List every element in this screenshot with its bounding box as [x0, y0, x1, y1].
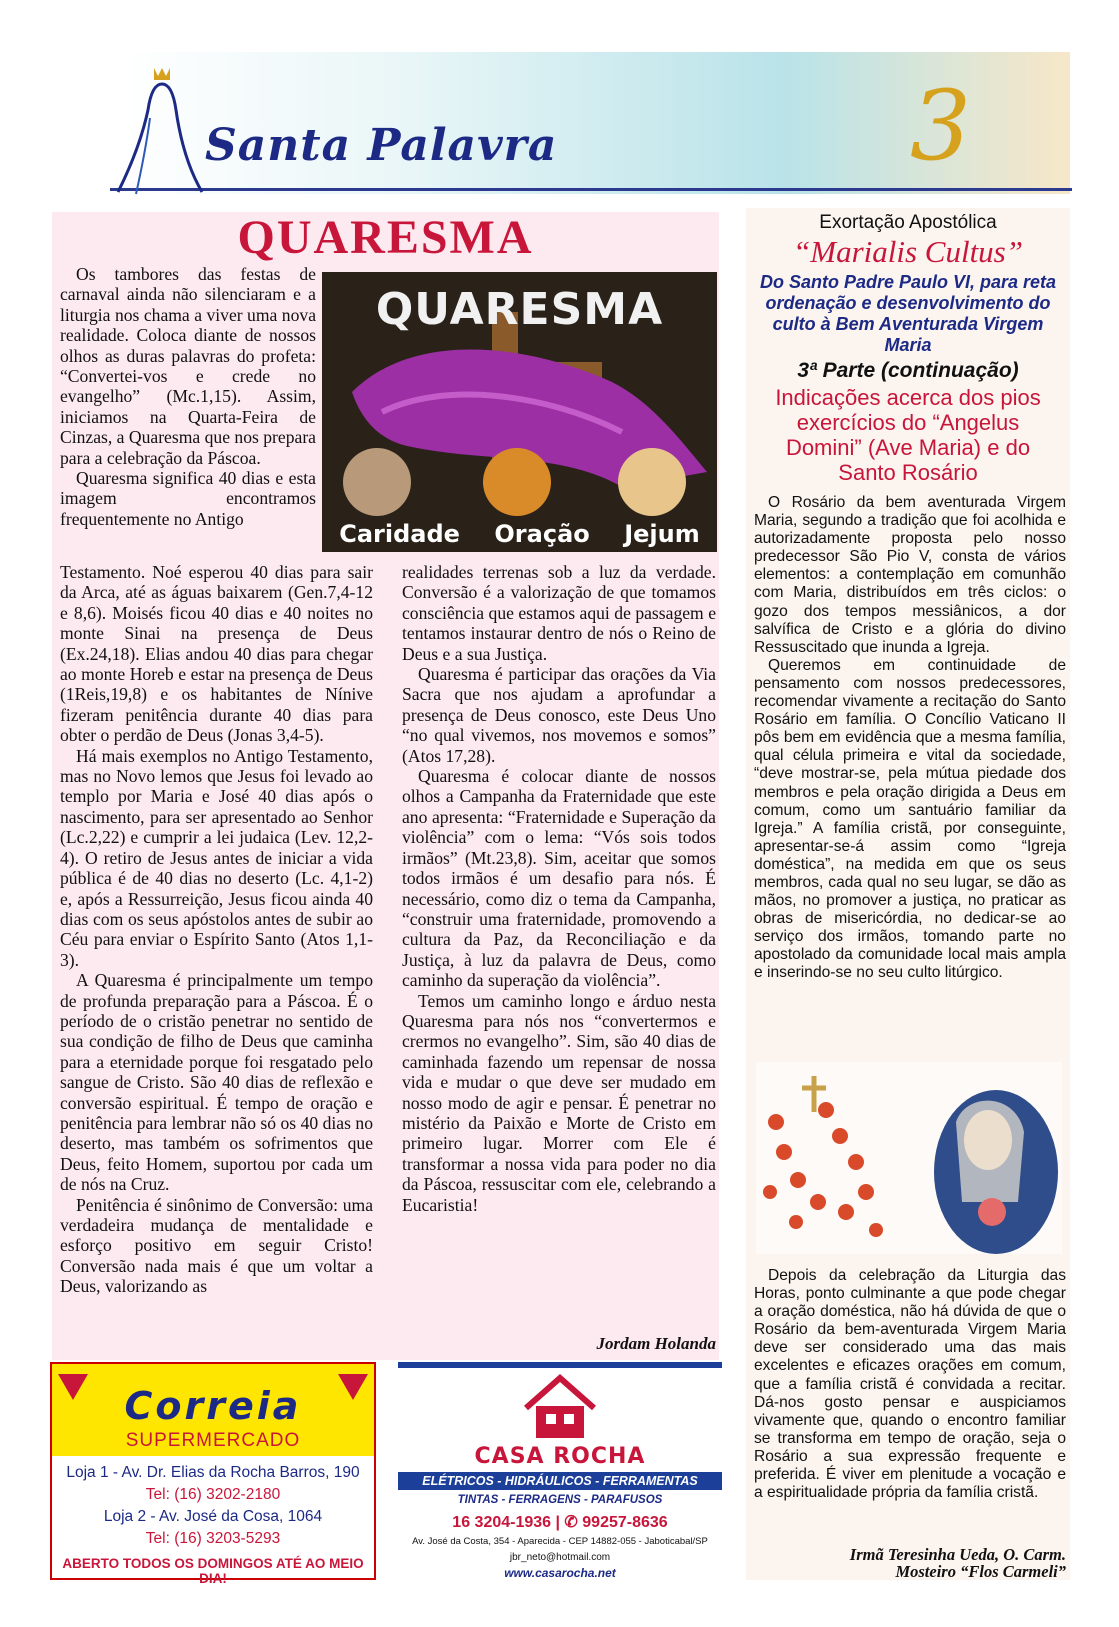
casa-rocha-email[interactable]: jbr_neto@hotmail.com	[509, 1552, 611, 1563]
sidebar-subtitle: Do Santo Padre Paulo VI, para reta ordenação e desenvolvimento do culto à Bem Aventurada Virgem Maria	[759, 272, 1057, 355]
image-captions	[322, 520, 717, 548]
casa-rocha-ad[interactable]	[398, 1362, 722, 1580]
paragraph: Há mais exemplos no Antigo Testamento, mas no Novo lemos que Jesus foi levado ao templo por Maria e José 40 dias após o nascimento, para ser apresentado ao Senhor (Lc.2,22) e cumprir a lei judaica (Lev. 12,2-4). O retiro de Jesus antes de iniciar a vida pública é de 40 dias no deserto (Lc. 4,1-2) e, após a Ressurreição, Jesus ficou ainda 40 dias com os seus apóstolos antes de subir ao Céu para enviar o Espírito Santo (Atos 1,1-3).	[60, 745, 373, 970]
paragraph: Quaresma é participar das orações da Via Sacra que nos ajudam a aprofundar a presença de Deus conosco, este Deus Uno “no qual vivemos, nos movemos e somos” (Atos 17,28).	[402, 664, 716, 766]
paragraph: O Rosário da bem aventurada Virgem Maria, segundo a tradição que foi acolhida e autorizadamente proposta pelo nosso predecessor São Pio V, consta de vários elementos: a contemplação em comunhão com Maria, distribuídos em três ciclos: o gozo dos tempos messiânicos, a dor salvífica de Cristo e a glória do divino Ressuscitado que inunda a Igreja.	[754, 494, 1066, 656]
signature-place: Mosteiro “Flos Carmeli”	[895, 1562, 1066, 1581]
sidebar-title: “Marialis Cultus”	[793, 234, 1023, 269]
signature-name: Irmã Teresinha Ueda, O. Carm.	[849, 1545, 1066, 1564]
article-title: QUARESMA	[237, 211, 534, 264]
house-icon	[522, 1374, 598, 1440]
image-title: QUARESMA	[375, 284, 664, 335]
sidebar-column-bottom	[754, 1267, 1066, 1502]
caption-caridade: Caridade	[339, 520, 460, 548]
correia-ad[interactable]	[50, 1362, 376, 1586]
casa-rocha-tagline2: TINTAS - FERRAGENS - PARAFUSOS	[457, 1494, 663, 1506]
sidebar-signature	[754, 1546, 1066, 1580]
correia-type: SUPERMERCADO	[125, 1430, 301, 1451]
newspaper-title: Santa Palavra	[205, 120, 558, 171]
paragraph: Temos um caminho longo e árduo nesta Quaresma para nós nos “convertermos e crermos no evangelho”. Sim, são 40 dias de caminhada fazendo um repensar de nossa vida e mudar o que deve ser mudado em nosso modo de agir e pensar. É penetrar no mistério da Paixão e Morte de Cristo em primeiro lugar. Morrer com Ele é transformar a nossa vida para poder no dia da Páscoa, ressuscitar com ele, celebrando a Eucaristia!	[402, 990, 716, 1215]
caption-oracao: Oração	[494, 520, 590, 548]
header-rule	[110, 188, 1072, 191]
casa-rocha-name: CASA ROCHA	[474, 1444, 646, 1469]
correia-tel2: Tel: (16) 3203-5293	[145, 1530, 281, 1547]
paragraph: A Quaresma é principalmente um tempo de profunda preparação para a Páscoa. É o período de o cristão penetrar no sentido de sua condição de filho de Deus que caminha para a eternidade porque foi resgatado pelo sangue de Cristo. São 40 dias de reflexão e conversão espiritual. É tempo de oração e penitência para lembrar não só os 40 dias no deserto, mas também os sofrimentos que Deus, feito Homem, suportou por cada um de nós na Cruz.	[60, 970, 373, 1195]
lent-image	[322, 272, 717, 552]
correia-tel1: Tel: (16) 3202-2180	[145, 1486, 281, 1503]
sidebar-kicker: Exortação Apostólica	[819, 212, 997, 233]
article-column-2	[402, 562, 716, 1215]
article-column-1-bottom	[60, 562, 373, 1297]
correia-store2: Loja 2 - Av. José da Cosa, 1064	[103, 1508, 323, 1525]
sidebar-part: 3ª Parte (continuação)	[797, 359, 1019, 382]
virgin-mary-logo-icon	[110, 58, 220, 198]
article-column-1-top	[60, 264, 316, 529]
paragraph: Os tambores das festas de carnaval ainda não silenciaram e a liturgia nos chama a viver uma nova realidade. Coloca diante de nossos olhos as duras palavras do profeta: “Convertei-vos e crede no evangelho” (Mc.1,15). Assim, iniciamos na Quarta-Feira de Cinzas, a Quaresma que nos prepara para a celebração da Páscoa.	[60, 264, 316, 468]
paragraph: Quaresma significa 40 dias e esta imagem encontramos frequentemente no Antigo	[60, 468, 316, 529]
casa-rocha-tagline: ELÉTRICOS - HIDRÁULICOS - FERRAMENTAS	[398, 1472, 722, 1490]
sidebar-heading: Indicações acerca dos pios exercícios do “Angelus Domini” (Ave Maria) e do Santo Rosário	[775, 385, 1041, 485]
casa-rocha-site[interactable]: www.casarocha.net	[504, 1566, 616, 1580]
paragraph: Testamento. Noé esperou 40 dias para sair da Arca, até as águas baixarem (Gen.7,4-12 e 8,6). Moisés ficou 40 dias e 40 noites no monte Sinai na presença de Deus (Ex.24,18). Elias andou 40 dias para chegar ao monte Horeb e estar na presença de Deus (1Reis,19,8) e os habitantes de Nínive fizeram penitência durante 40 dias para obter o perdão de Deus (Jonas 3,4-5).	[60, 562, 373, 746]
page-number: 3	[910, 70, 972, 182]
casa-rocha-address: Av. José da Costa, 354 - Aparecida - CEP 14882-055 - Jaboticabal/SP	[412, 1536, 708, 1547]
correia-footer: ABERTO TODOS OS DOMINGOS ATÉ AO MEIO DIA!	[62, 1556, 364, 1586]
paragraph: Penitência é sinônimo de Conversão: uma verdadeira mudança de mentalidade e esforço positivo em seguir Cristo! Conversão nada mais é que um voltar a Deus, valorizando as	[60, 1194, 373, 1297]
rosary-illustration	[756, 1062, 1062, 1254]
correia-store1: Loja 1 - Av. Dr. Elias da Rocha Barros, 190	[66, 1464, 360, 1481]
paragraph: Quaresma é colocar diante de nossos olhos a Campanha da Fraternidade que este ano apresenta: “Fraternidade e Superação da violência” com o lema: “Vós sois todos irmãos” (Mt.23,8). Sim, aceitar que somos todos irmãos é um desafio para nós. É necessário, como diz o tema da Campanha, “construir uma fraternidade, promovendo a cultura da Paz, da Reconciliação e da Justiça, à luz da palavra de Deus, como caminho da superação da violência”.	[402, 766, 716, 991]
paragraph: realidades terrenas sob a luz da verdade. Conversão é a valorização de que tomamos consciência que estamos aqui de passagem e tentamos instaurar dentro de nós o Reino de Deus e a sua Justiça.	[402, 562, 716, 664]
paragraph: Queremos em continuidade de pensamento com nossos predecessores, recomendar vivamente a recitação do Santo Rosário em família. O Concílio Vaticano II pôs bem em evidência que a mesma família, qual célula primeira e vital da sociedade, “deve mostrar-se, pela mútua piedade dos membros e pela oração dirigida a Deus em comum, como um santuário familiar da Igreja.” A família cristã, por conseguinte, apresentar-se-á assim como “Igreja doméstica”, na medida em que os seus membros, cada qual no seu lugar, se dão as mãos, no promover a justiça, no praticar as obras de misericórdia, no dedicar-se ao serviço dos irmãos, tomando parte no apostolado da comunidade local mais ampla e inserindo-se no seu culto litúrgico.	[754, 656, 1066, 982]
article-author: Jordam Holanda	[596, 1334, 716, 1353]
paragraph: Depois da celebração da Liturgia das Horas, ponto culminante a que pode chegar a oração doméstica, não há dúvida de que o Rosário da bem-aventurada Virgem Maria deve ser considerado uma das mais excelentes e eficazes orações em comum, que a família cristã é convidada a recitar. Dá-nos gosto pensar e auspiciamos vivamente que, quando o encontro familiar se transforma em tempo de oração, seja o Rosário a sua expressão frequente e preferida. É viver em plenitude a vocação e a espiritualidade própria da família cristã.	[754, 1267, 1066, 1502]
casa-rocha-phones: 16 3204-1936 | ✆ 99257-8636	[452, 1514, 668, 1531]
caption-jejum: Jejum	[624, 520, 700, 548]
sidebar-column-top	[754, 494, 1066, 983]
rosary-mary-image	[756, 1062, 1062, 1254]
correia-name: Correia	[124, 1384, 302, 1428]
